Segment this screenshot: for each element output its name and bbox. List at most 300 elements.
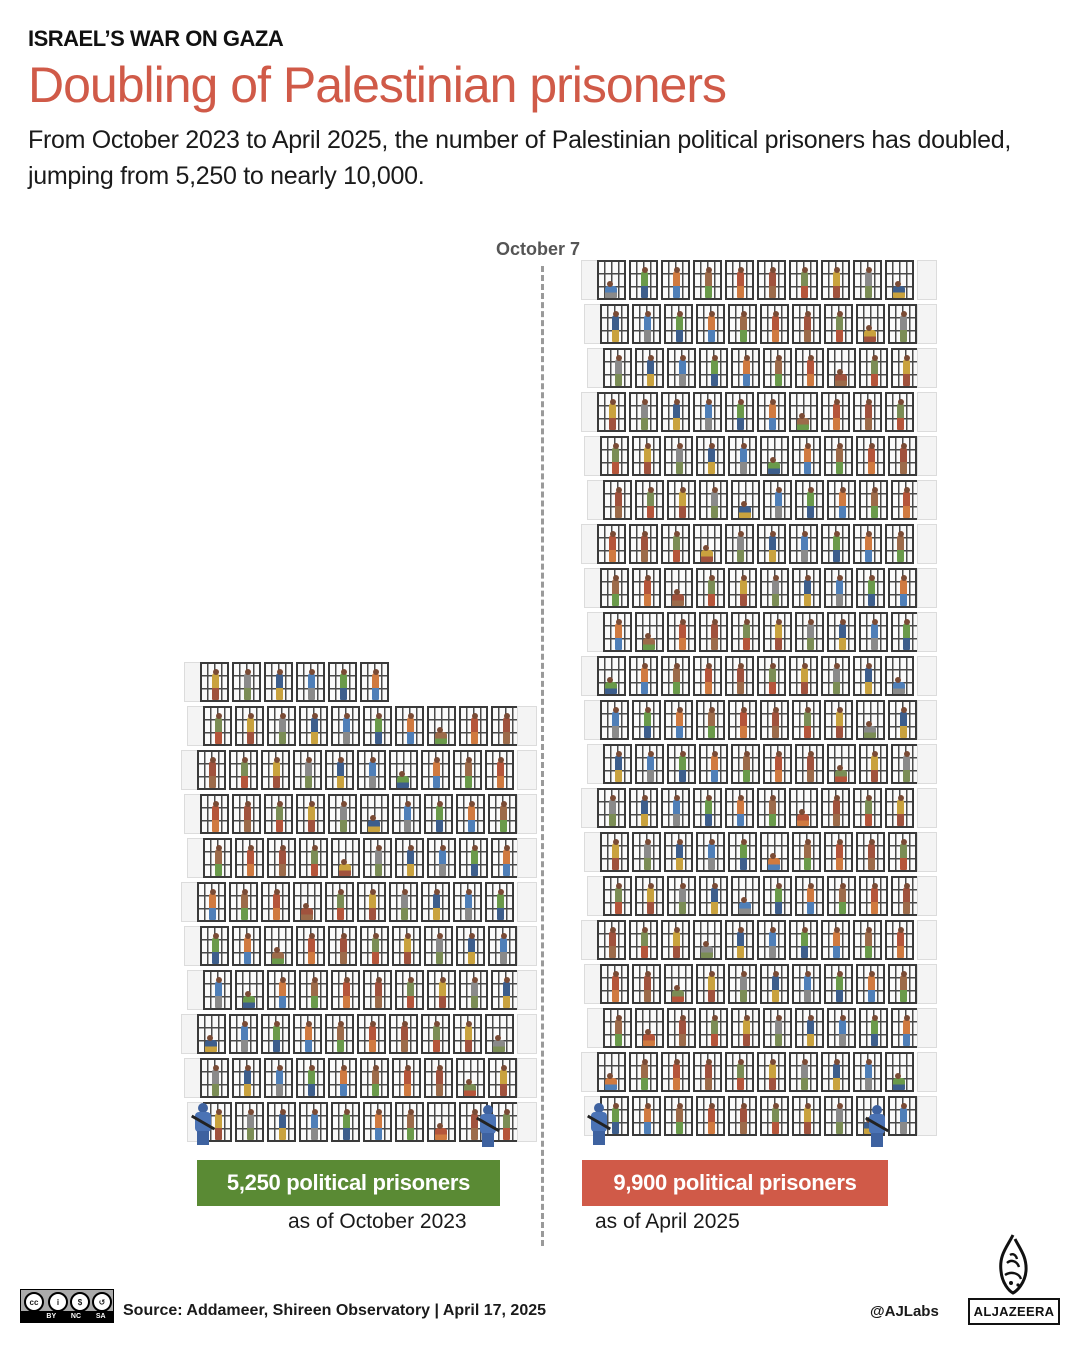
prison-cell-icon xyxy=(821,788,850,828)
prison-cell-icon xyxy=(792,700,821,740)
prison-cell-icon xyxy=(760,568,789,608)
prison-cell-icon xyxy=(235,1102,264,1142)
prison-cell-icon xyxy=(456,926,485,966)
prison-cell-icon xyxy=(293,750,322,790)
prison-cell-icon xyxy=(891,612,920,652)
prison-cell-icon xyxy=(491,838,520,878)
prison-cell-icon xyxy=(261,882,290,922)
prison-cell-icon xyxy=(827,612,856,652)
prison-cell-icon xyxy=(331,1102,360,1142)
prison-cell-icon xyxy=(632,1096,661,1136)
prison-cell-icon xyxy=(200,662,229,702)
prison-cell-icon xyxy=(789,1052,818,1092)
prison-cell-icon xyxy=(731,480,760,520)
prison-cell-icon xyxy=(824,832,853,872)
prison-cell-icon xyxy=(603,744,632,784)
prison-cell-icon xyxy=(200,1058,229,1098)
prison-cell-icon xyxy=(597,788,626,828)
prison-cell-icon xyxy=(235,706,264,746)
background-cell-shadow xyxy=(517,794,537,834)
background-cell-shadow xyxy=(517,970,537,1010)
prison-cell-icon xyxy=(456,1058,485,1098)
prison-cell-icon xyxy=(603,480,632,520)
cell-row xyxy=(198,924,521,968)
prison-cell-icon xyxy=(389,1014,418,1054)
prison-cell-icon xyxy=(600,304,629,344)
prison-cell-icon xyxy=(664,304,693,344)
prison-cell-icon xyxy=(360,926,389,966)
prison-cell-icon xyxy=(635,612,664,652)
prison-cell-icon xyxy=(267,706,296,746)
prison-cell-icon xyxy=(325,1014,354,1054)
prison-cell-icon xyxy=(891,1008,920,1048)
cell-row xyxy=(595,918,921,962)
prison-cell-icon xyxy=(267,838,296,878)
prison-cell-icon xyxy=(824,1096,853,1136)
subtitle: From October 2023 to April 2025, the number of Palestinian political prisoners has doubled, jumping from 5,250 to nearly 10,000. xyxy=(28,126,1012,190)
prison-cell-icon xyxy=(427,970,456,1010)
prison-cell-icon xyxy=(885,920,914,960)
prison-cell-icon xyxy=(827,744,856,784)
prison-cell-icon xyxy=(885,260,914,300)
prison-cell-icon xyxy=(328,794,357,834)
prison-cell-icon xyxy=(827,480,856,520)
prison-cell-icon xyxy=(197,1014,226,1054)
cell-row xyxy=(601,1006,921,1050)
cell-row xyxy=(598,830,921,874)
prison-cell-icon xyxy=(632,568,661,608)
prison-cell-icon xyxy=(427,1102,456,1142)
prison-cell-icon xyxy=(296,926,325,966)
prison-cell-icon xyxy=(731,744,760,784)
prison-cell-icon xyxy=(488,794,517,834)
prison-cell-icon xyxy=(821,656,850,696)
prison-cell-icon xyxy=(629,392,658,432)
prison-cell-icon xyxy=(363,1102,392,1142)
prison-cell-icon xyxy=(459,838,488,878)
prison-cell-icon xyxy=(261,750,290,790)
prison-cell-icon xyxy=(629,656,658,696)
prison-cell-icon xyxy=(696,304,725,344)
prison-cell-icon xyxy=(635,744,664,784)
prison-cell-icon xyxy=(891,480,920,520)
soldier-icon xyxy=(192,1103,214,1147)
prison-cell-icon xyxy=(632,964,661,1004)
background-cell-shadow xyxy=(917,304,937,344)
prison-cell-icon xyxy=(629,920,658,960)
prison-cell-icon xyxy=(821,260,850,300)
soldier-icon xyxy=(588,1103,610,1147)
prison-cell-icon xyxy=(488,926,517,966)
background-cell-shadow xyxy=(917,524,937,564)
nc-icon: $ xyxy=(70,1292,90,1312)
prison-cell-icon xyxy=(360,1058,389,1098)
prison-cell-icon xyxy=(757,524,786,564)
soldier-icon xyxy=(866,1105,888,1149)
prison-cell-icon xyxy=(453,882,482,922)
cell-row xyxy=(201,968,521,1012)
prison-cell-icon xyxy=(728,568,757,608)
cell-row xyxy=(595,654,921,698)
prison-cell-icon xyxy=(235,838,264,878)
prison-cell-icon xyxy=(459,970,488,1010)
prison-cell-icon xyxy=(853,524,882,564)
prison-cell-icon xyxy=(395,970,424,1010)
cell-row xyxy=(598,302,921,346)
prison-cell-icon xyxy=(891,876,920,916)
prison-cell-icon xyxy=(856,964,885,1004)
prison-cell-icon xyxy=(824,304,853,344)
prison-cell-icon xyxy=(859,480,888,520)
prison-cell-icon xyxy=(696,1096,725,1136)
prison-cell-icon xyxy=(731,1008,760,1048)
prison-cell-icon xyxy=(856,832,885,872)
prison-cell-icon xyxy=(597,656,626,696)
background-cell-shadow xyxy=(517,1058,537,1098)
prison-cell-icon xyxy=(325,750,354,790)
prison-cell-icon xyxy=(603,348,632,388)
prison-cell-icon xyxy=(600,700,629,740)
prison-cell-icon xyxy=(600,568,629,608)
prison-cell-icon xyxy=(821,392,850,432)
sa-icon: ↺ xyxy=(92,1292,112,1312)
prison-cell-icon xyxy=(597,392,626,432)
prison-cell-icon xyxy=(357,750,386,790)
prison-cell-icon xyxy=(491,706,520,746)
prison-cell-icon xyxy=(664,964,693,1004)
prison-cell-icon xyxy=(632,700,661,740)
prison-cell-icon xyxy=(600,964,629,1004)
prison-cell-icon xyxy=(792,568,821,608)
date-label-october-2023: as of October 2023 xyxy=(288,1210,467,1233)
prison-cell-icon xyxy=(667,1008,696,1048)
prison-cell-icon xyxy=(635,876,664,916)
prison-cell-icon xyxy=(635,348,664,388)
prison-cell-icon xyxy=(667,348,696,388)
prison-cell-icon xyxy=(853,392,882,432)
prison-cell-icon xyxy=(328,662,357,702)
prison-cell-icon xyxy=(888,568,917,608)
prison-cell-icon xyxy=(629,788,658,828)
prison-cell-icon xyxy=(888,700,917,740)
prison-cell-icon xyxy=(760,304,789,344)
prison-cell-icon xyxy=(261,1014,290,1054)
prison-cell-icon xyxy=(363,706,392,746)
soldier-icon xyxy=(477,1105,499,1149)
prison-cell-icon xyxy=(421,882,450,922)
prison-cell-icon xyxy=(661,788,690,828)
prison-cell-icon xyxy=(363,970,392,1010)
prison-cell-icon xyxy=(424,1058,453,1098)
prison-cell-icon xyxy=(792,304,821,344)
prison-cell-icon xyxy=(363,838,392,878)
aljazeera-calligraphy-logo-icon xyxy=(993,1233,1033,1295)
prison-cell-icon xyxy=(731,876,760,916)
cell-row xyxy=(595,258,921,302)
prison-cell-icon xyxy=(459,706,488,746)
prison-cell-icon xyxy=(853,1052,882,1092)
prison-cell-icon xyxy=(859,612,888,652)
prison-cell-icon xyxy=(853,920,882,960)
prison-cell-icon xyxy=(424,794,453,834)
prison-cell-icon xyxy=(699,1008,728,1048)
prison-cell-icon xyxy=(664,568,693,608)
prison-cell-icon xyxy=(453,750,482,790)
prison-cell-icon xyxy=(731,348,760,388)
cell-row xyxy=(601,478,921,522)
prison-cell-icon xyxy=(267,970,296,1010)
prison-cell-icon xyxy=(853,260,882,300)
prison-cell-icon xyxy=(795,1008,824,1048)
prison-cell-icon xyxy=(827,876,856,916)
prison-cell-icon xyxy=(392,794,421,834)
prison-cell-icon xyxy=(696,700,725,740)
prison-cell-icon xyxy=(763,744,792,784)
prison-cell-icon xyxy=(891,744,920,784)
prison-cell-icon xyxy=(824,436,853,476)
prison-cell-icon xyxy=(264,794,293,834)
prison-cell-icon xyxy=(395,1102,424,1142)
prison-cell-icon xyxy=(763,612,792,652)
prison-cell-icon xyxy=(600,436,629,476)
prison-cell-icon xyxy=(789,392,818,432)
prison-cell-icon xyxy=(357,1014,386,1054)
prison-cell-icon xyxy=(856,304,885,344)
prison-cell-icon xyxy=(299,838,328,878)
background-cell-shadow xyxy=(917,612,937,652)
prison-cell-icon xyxy=(728,700,757,740)
prison-cell-icon xyxy=(699,480,728,520)
background-cell-shadow xyxy=(917,1096,937,1136)
prison-cell-icon xyxy=(299,706,328,746)
prison-cell-icon xyxy=(725,920,754,960)
prison-cell-icon xyxy=(603,1008,632,1048)
prison-cell-icon xyxy=(760,1096,789,1136)
prison-cell-icon xyxy=(632,304,661,344)
prison-cell-icon xyxy=(456,794,485,834)
prison-cell-icon xyxy=(725,260,754,300)
october-7-annotation: October 7 xyxy=(496,239,581,259)
prison-cell-icon xyxy=(888,304,917,344)
prison-cell-icon xyxy=(597,920,626,960)
background-cell-shadow xyxy=(917,744,937,784)
aljazeera-wordmark: ALJAZEERA xyxy=(968,1298,1060,1325)
prison-cell-icon xyxy=(728,964,757,1004)
prison-cell-icon xyxy=(635,480,664,520)
prison-cell-icon xyxy=(229,750,258,790)
cell-row xyxy=(595,1050,921,1094)
background-cell-shadow xyxy=(917,920,937,960)
prison-cell-icon xyxy=(757,920,786,960)
prison-cell-icon xyxy=(328,1058,357,1098)
background-cell-shadow xyxy=(917,436,937,476)
prison-cell-icon xyxy=(229,882,258,922)
prison-cell-icon xyxy=(725,788,754,828)
background-cell-shadow xyxy=(917,348,937,388)
prison-cell-icon xyxy=(293,882,322,922)
prison-cell-icon xyxy=(661,260,690,300)
prison-cell-icon xyxy=(731,612,760,652)
background-cell-shadow xyxy=(917,700,937,740)
prison-cell-icon xyxy=(696,568,725,608)
cell-row xyxy=(195,748,521,792)
prison-cell-icon xyxy=(853,788,882,828)
nc-label: NC xyxy=(70,1313,82,1320)
background-cell-shadow xyxy=(517,1014,537,1054)
prison-cell-icon xyxy=(888,1096,917,1136)
prison-cell-icon xyxy=(760,832,789,872)
cell-row xyxy=(201,704,521,748)
prison-cell-icon xyxy=(203,970,232,1010)
prison-cell-icon xyxy=(203,838,232,878)
prison-cell-icon xyxy=(629,1052,658,1092)
prison-cell-icon xyxy=(597,524,626,564)
prison-cell-icon xyxy=(264,662,293,702)
prison-cell-icon xyxy=(696,436,725,476)
prison-cell-icon xyxy=(725,524,754,564)
background-cell-shadow xyxy=(517,838,537,878)
prison-cell-icon xyxy=(693,788,722,828)
cell-row xyxy=(598,434,921,478)
prison-cell-icon xyxy=(827,348,856,388)
prison-cell-icon xyxy=(664,436,693,476)
prison-cell-icon xyxy=(885,656,914,696)
cell-row xyxy=(198,1056,521,1100)
cell-row xyxy=(598,962,921,1006)
prison-cell-icon xyxy=(453,1014,482,1054)
prison-cell-icon xyxy=(632,832,661,872)
prison-cell-icon xyxy=(792,1096,821,1136)
prison-cell-icon xyxy=(293,1014,322,1054)
background-cell-shadow xyxy=(517,706,537,746)
prison-cell-icon xyxy=(725,392,754,432)
prison-cell-icon xyxy=(629,524,658,564)
prison-cell-icon xyxy=(264,926,293,966)
prison-cell-icon xyxy=(664,700,693,740)
background-cell-shadow xyxy=(517,750,537,790)
prison-cell-icon xyxy=(763,876,792,916)
prison-cell-icon xyxy=(789,920,818,960)
cell-row xyxy=(198,660,521,704)
prison-cell-icon xyxy=(824,700,853,740)
cc-icon: cc xyxy=(24,1292,44,1312)
prison-cell-icon xyxy=(203,706,232,746)
prison-cell-icon xyxy=(331,706,360,746)
prison-cell-icon xyxy=(693,656,722,696)
prison-cell-icon xyxy=(667,744,696,784)
cell-row xyxy=(201,1100,521,1144)
prison-cell-icon xyxy=(667,480,696,520)
prison-cell-icon xyxy=(885,524,914,564)
prison-cell-icon xyxy=(427,838,456,878)
prison-cell-icon xyxy=(696,964,725,1004)
prison-cell-icon xyxy=(824,964,853,1004)
prison-cell-icon xyxy=(856,568,885,608)
background-cell-shadow xyxy=(917,1008,937,1048)
prison-cell-icon xyxy=(661,656,690,696)
cell-row xyxy=(595,786,921,830)
prison-cell-icon xyxy=(885,788,914,828)
prison-cell-icon xyxy=(635,1008,664,1048)
page-title: Doubling of Palestinian prisoners xyxy=(28,57,726,113)
prison-cell-icon xyxy=(296,662,325,702)
prison-cell-icon xyxy=(299,970,328,1010)
prison-cell-icon xyxy=(664,1096,693,1136)
prison-cell-icon xyxy=(424,926,453,966)
prison-cell-icon xyxy=(763,348,792,388)
prison-cell-icon xyxy=(661,1052,690,1092)
prison-cell-icon xyxy=(229,1014,258,1054)
prison-cell-icon xyxy=(360,662,389,702)
prison-cell-icon xyxy=(693,260,722,300)
cell-row xyxy=(601,874,921,918)
prison-cell-icon xyxy=(728,436,757,476)
cell-row xyxy=(595,390,921,434)
prison-cell-icon xyxy=(325,882,354,922)
background-cell-shadow xyxy=(917,1052,937,1092)
background-cell-shadow xyxy=(917,788,937,828)
by-icon: i xyxy=(48,1292,68,1312)
prison-cell-icon xyxy=(235,970,264,1010)
prison-cell-icon xyxy=(629,260,658,300)
cell-row xyxy=(195,1012,521,1056)
prison-cell-icon xyxy=(693,920,722,960)
prison-cell-icon xyxy=(667,612,696,652)
prison-cell-icon xyxy=(632,436,661,476)
prison-cell-icon xyxy=(661,524,690,564)
prison-cell-icon xyxy=(699,876,728,916)
kicker: ISRAEL’S WAR ON GAZA xyxy=(28,26,284,51)
prison-cell-icon xyxy=(757,260,786,300)
sa-label: SA xyxy=(95,1313,106,1320)
prison-cell-icon xyxy=(853,656,882,696)
prison-cell-icon xyxy=(389,750,418,790)
prison-cell-icon xyxy=(267,1102,296,1142)
cell-row xyxy=(595,522,921,566)
prison-cell-icon xyxy=(661,392,690,432)
prison-cell-icon xyxy=(421,750,450,790)
prison-cell-icon xyxy=(421,1014,450,1054)
prison-cell-icon xyxy=(859,744,888,784)
prison-cell-icon xyxy=(856,700,885,740)
prison-cell-icon xyxy=(859,1008,888,1048)
prison-cell-icon xyxy=(197,750,226,790)
cell-row xyxy=(195,880,521,924)
prison-cell-icon xyxy=(856,436,885,476)
prison-cell-icon xyxy=(760,436,789,476)
prison-cell-icon xyxy=(760,700,789,740)
prison-cell-icon xyxy=(392,1058,421,1098)
prison-cell-icon xyxy=(757,788,786,828)
prison-cell-icon xyxy=(792,964,821,1004)
background-cell-shadow xyxy=(517,926,537,966)
prison-cell-icon xyxy=(789,788,818,828)
prison-cell-icon xyxy=(827,1008,856,1048)
prison-cell-icon xyxy=(232,1058,261,1098)
prison-cell-icon xyxy=(789,260,818,300)
prison-cell-icon xyxy=(888,832,917,872)
cell-row xyxy=(201,836,521,880)
prison-cell-icon xyxy=(757,656,786,696)
prison-cell-icon xyxy=(232,662,261,702)
creative-commons-license-icon xyxy=(20,1289,114,1323)
prison-cell-icon xyxy=(792,832,821,872)
prison-cell-icon xyxy=(661,920,690,960)
prison-cell-icon xyxy=(232,926,261,966)
background-cell-shadow xyxy=(917,832,937,872)
prison-cell-icon xyxy=(693,524,722,564)
prison-cell-icon xyxy=(888,964,917,1004)
